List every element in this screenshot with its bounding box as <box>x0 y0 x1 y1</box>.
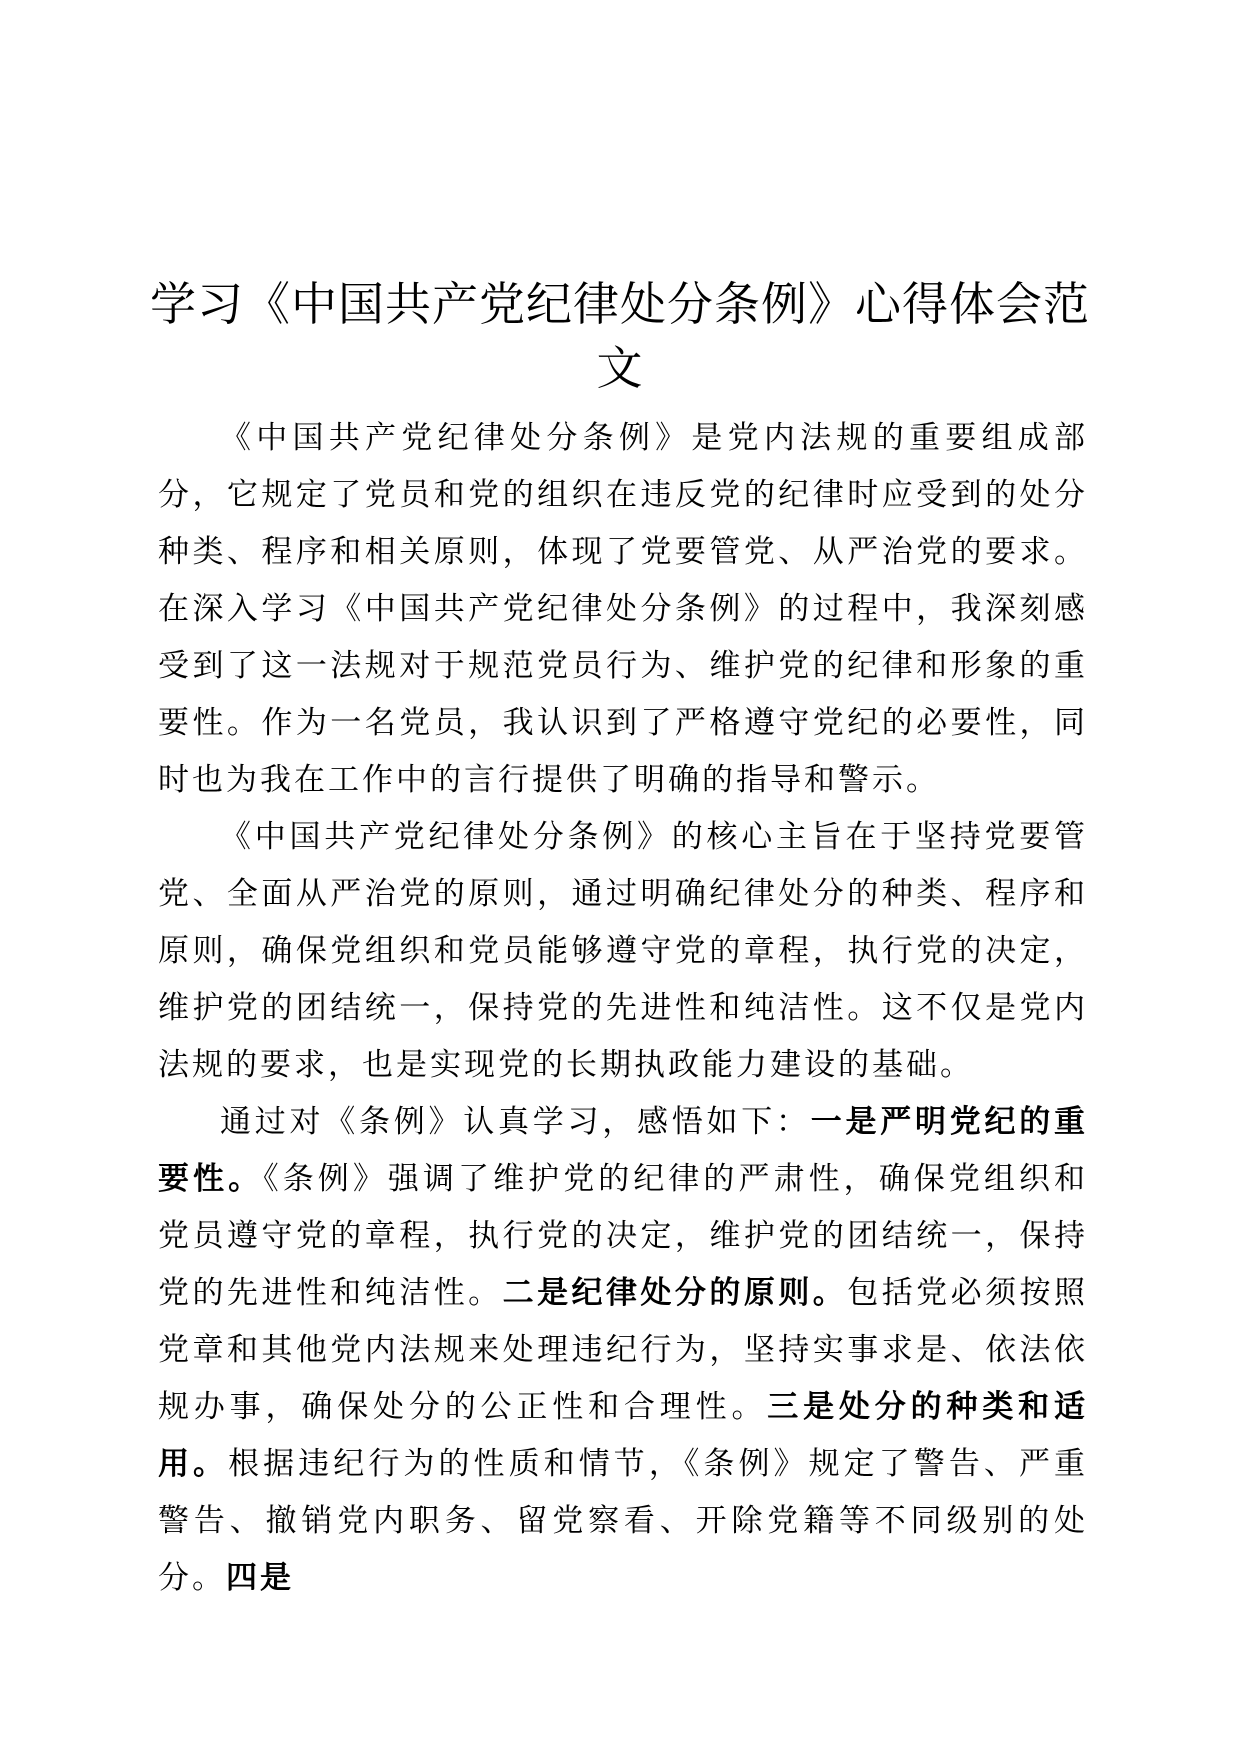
text-run: 《中国共产党纪律处分条例》的核心主旨在于坚持党要管党、全面从严治党的原则，通过明确纪律处分的种类、程序和原则，确保党组织和党员能够遵守党的章程，执行党的决定，维护党的团结统一，保持党的先进性和纯洁性。这不仅是党内法规的要求，也是实现党的长期执政能力建设的基础。 <box>158 819 1088 1083</box>
bold-heading-2: 二是纪律处分的原则。 <box>502 1275 848 1311</box>
text-run: 《条例》强调了维护党的纪律的严肃性，确保党组织和党员遵守党的章程，执行党的决定，维护党的团结统一，保持党的先进性和纯洁性。 <box>158 1161 1089 1311</box>
text-run: 通过对《条例》认真学习，感悟如下： <box>220 1104 811 1140</box>
paragraph-2 <box>158 809 1088 1094</box>
document-title: 学习《中国共产党纪律处分条例》心得体会范文 <box>150 277 1090 395</box>
bold-heading-3: 三是处分的种类和适用。 <box>158 1389 1089 1482</box>
bold-heading-1: 一是严明党纪的重要性。 <box>158 1104 1088 1197</box>
text-run: 《中国共产党纪律处分条例》是党内法规的重要组成部分，它规定了党员和党的组织在违反党的纪律时应受到的处分种类、程序和相关原则，体现了党要管党、从严治党的要求。在深入学习《中国共产党纪律处分条例》的过程中，我深刻感受到了这一法规对于规范党员行为、维护党的纪律和形象的重要性。作为一名党员，我认识到了严格遵守党纪的必要性，同时也为我在工作中的言行提供了明确的指导和警示。 <box>158 420 1088 798</box>
text-run: 包括党必须按照党章和其他党内法规来处理违纪行为，坚持实事求是、依法依规办事，确保处分的公正性和合理性。 <box>158 1275 1089 1425</box>
paragraph-3 <box>158 1094 1088 1607</box>
bold-heading-4: 四是 <box>226 1560 294 1596</box>
text-run: 根据违纪行为的性质和情节，《条例》规定了警告、严重警告、撤销党内职务、留党察看、开除党籍等不同级别的处分。 <box>158 1446 1089 1596</box>
paragraph-1 <box>158 410 1088 809</box>
document-body <box>158 410 1088 1607</box>
